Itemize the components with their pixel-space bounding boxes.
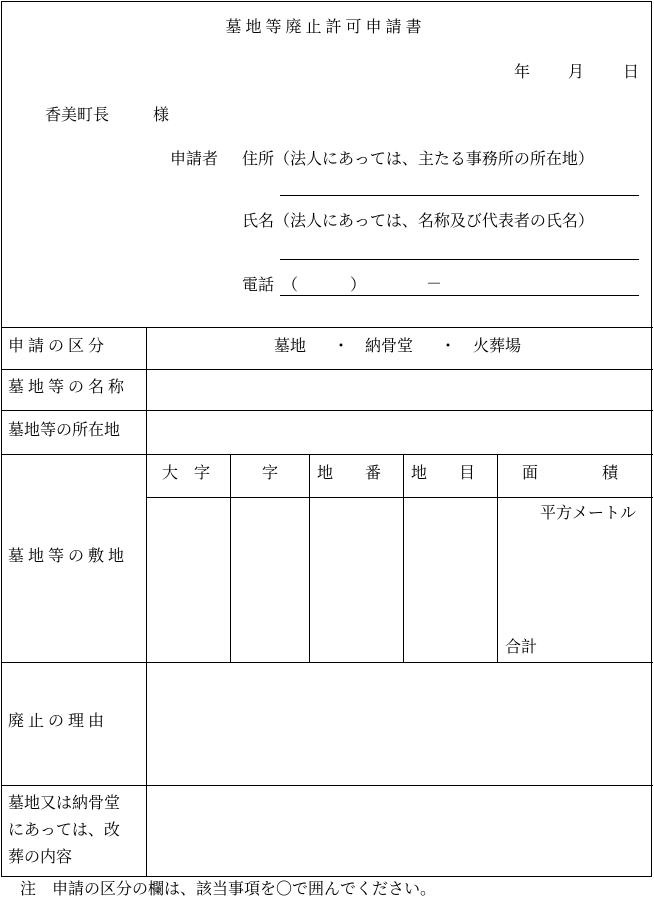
tel-close-paren: ）: [350, 275, 367, 294]
reason-label: 廃止の理由: [8, 711, 109, 730]
location-label: 墓地等の所在地: [8, 420, 121, 439]
location-field[interactable]: [148, 412, 652, 453]
applicant-tel-label: 電話: [242, 275, 275, 294]
facility-name-field[interactable]: [148, 371, 652, 409]
site-column-rule: [309, 454, 310, 662]
site-header-oaza: 大 字: [162, 463, 211, 482]
label-column-rule: [146, 327, 147, 877]
table-rule: [1, 410, 653, 411]
applicant-label: 申請者: [170, 149, 219, 168]
table-rule: [1, 785, 653, 786]
date-day-label: 日: [623, 62, 640, 81]
site-header-area: 面 積: [522, 463, 619, 482]
date-month-label: 月: [568, 62, 585, 81]
table-rule: [1, 662, 653, 663]
applicant-address-field[interactable]: [280, 195, 639, 196]
table-rule: [1, 369, 653, 370]
site-column-rule: [497, 454, 498, 662]
site-column-rule: [403, 454, 404, 662]
applicant-name-label: 氏名（法人にあっては、名称及び代表者の氏名）: [242, 211, 594, 230]
site-column-rule: [230, 454, 231, 662]
site-header-lot-number: 地 番: [317, 463, 382, 482]
site-header-land-category: 地 目: [411, 463, 476, 482]
facility-name-label: 墓地等の名称: [8, 377, 129, 396]
date-year-label: 年: [514, 62, 531, 81]
applicant-tel-field[interactable]: [280, 295, 639, 296]
category-label: 申請の区分: [8, 336, 109, 355]
category-separator: ・: [440, 336, 457, 355]
category-separator: ・: [333, 336, 350, 355]
area-unit-label: 平方メートル: [540, 503, 637, 522]
area-total-label: 合計: [505, 637, 538, 656]
category-option-cemetery[interactable]: 墓地: [274, 336, 307, 355]
site-header-rule: [147, 497, 653, 498]
addressee-honorific: 様: [153, 105, 170, 124]
table-top-rule: [1, 327, 653, 328]
tel-dash: －: [426, 274, 443, 293]
footnote: 注 申請の区分の欄は、該当事項を〇で囲んでください。: [20, 879, 437, 898]
form-title: 墓地等廃止許可申請書: [225, 17, 426, 36]
category-option-crematorium[interactable]: 火葬場: [473, 336, 522, 355]
reburial-label-line-3: 葬の内容: [8, 847, 73, 866]
reburial-label-line-2: にあっては、改: [8, 820, 120, 839]
category-option-ossuary[interactable]: 納骨堂: [365, 336, 414, 355]
applicant-name-field[interactable]: [280, 259, 639, 260]
tel-open-paren: （: [282, 275, 299, 294]
applicant-address-label: 住所（法人にあっては、主たる事務所の所在地）: [242, 149, 594, 168]
reburial-field[interactable]: [148, 787, 652, 876]
reason-field[interactable]: [148, 664, 652, 784]
table-rule: [1, 454, 653, 455]
addressee-name: 香美町長: [45, 105, 110, 124]
reburial-label-line-1: 墓地又は納骨堂: [8, 793, 121, 812]
site-label: 墓地等の敷地: [8, 546, 129, 565]
site-header-aza: 字: [262, 463, 279, 482]
